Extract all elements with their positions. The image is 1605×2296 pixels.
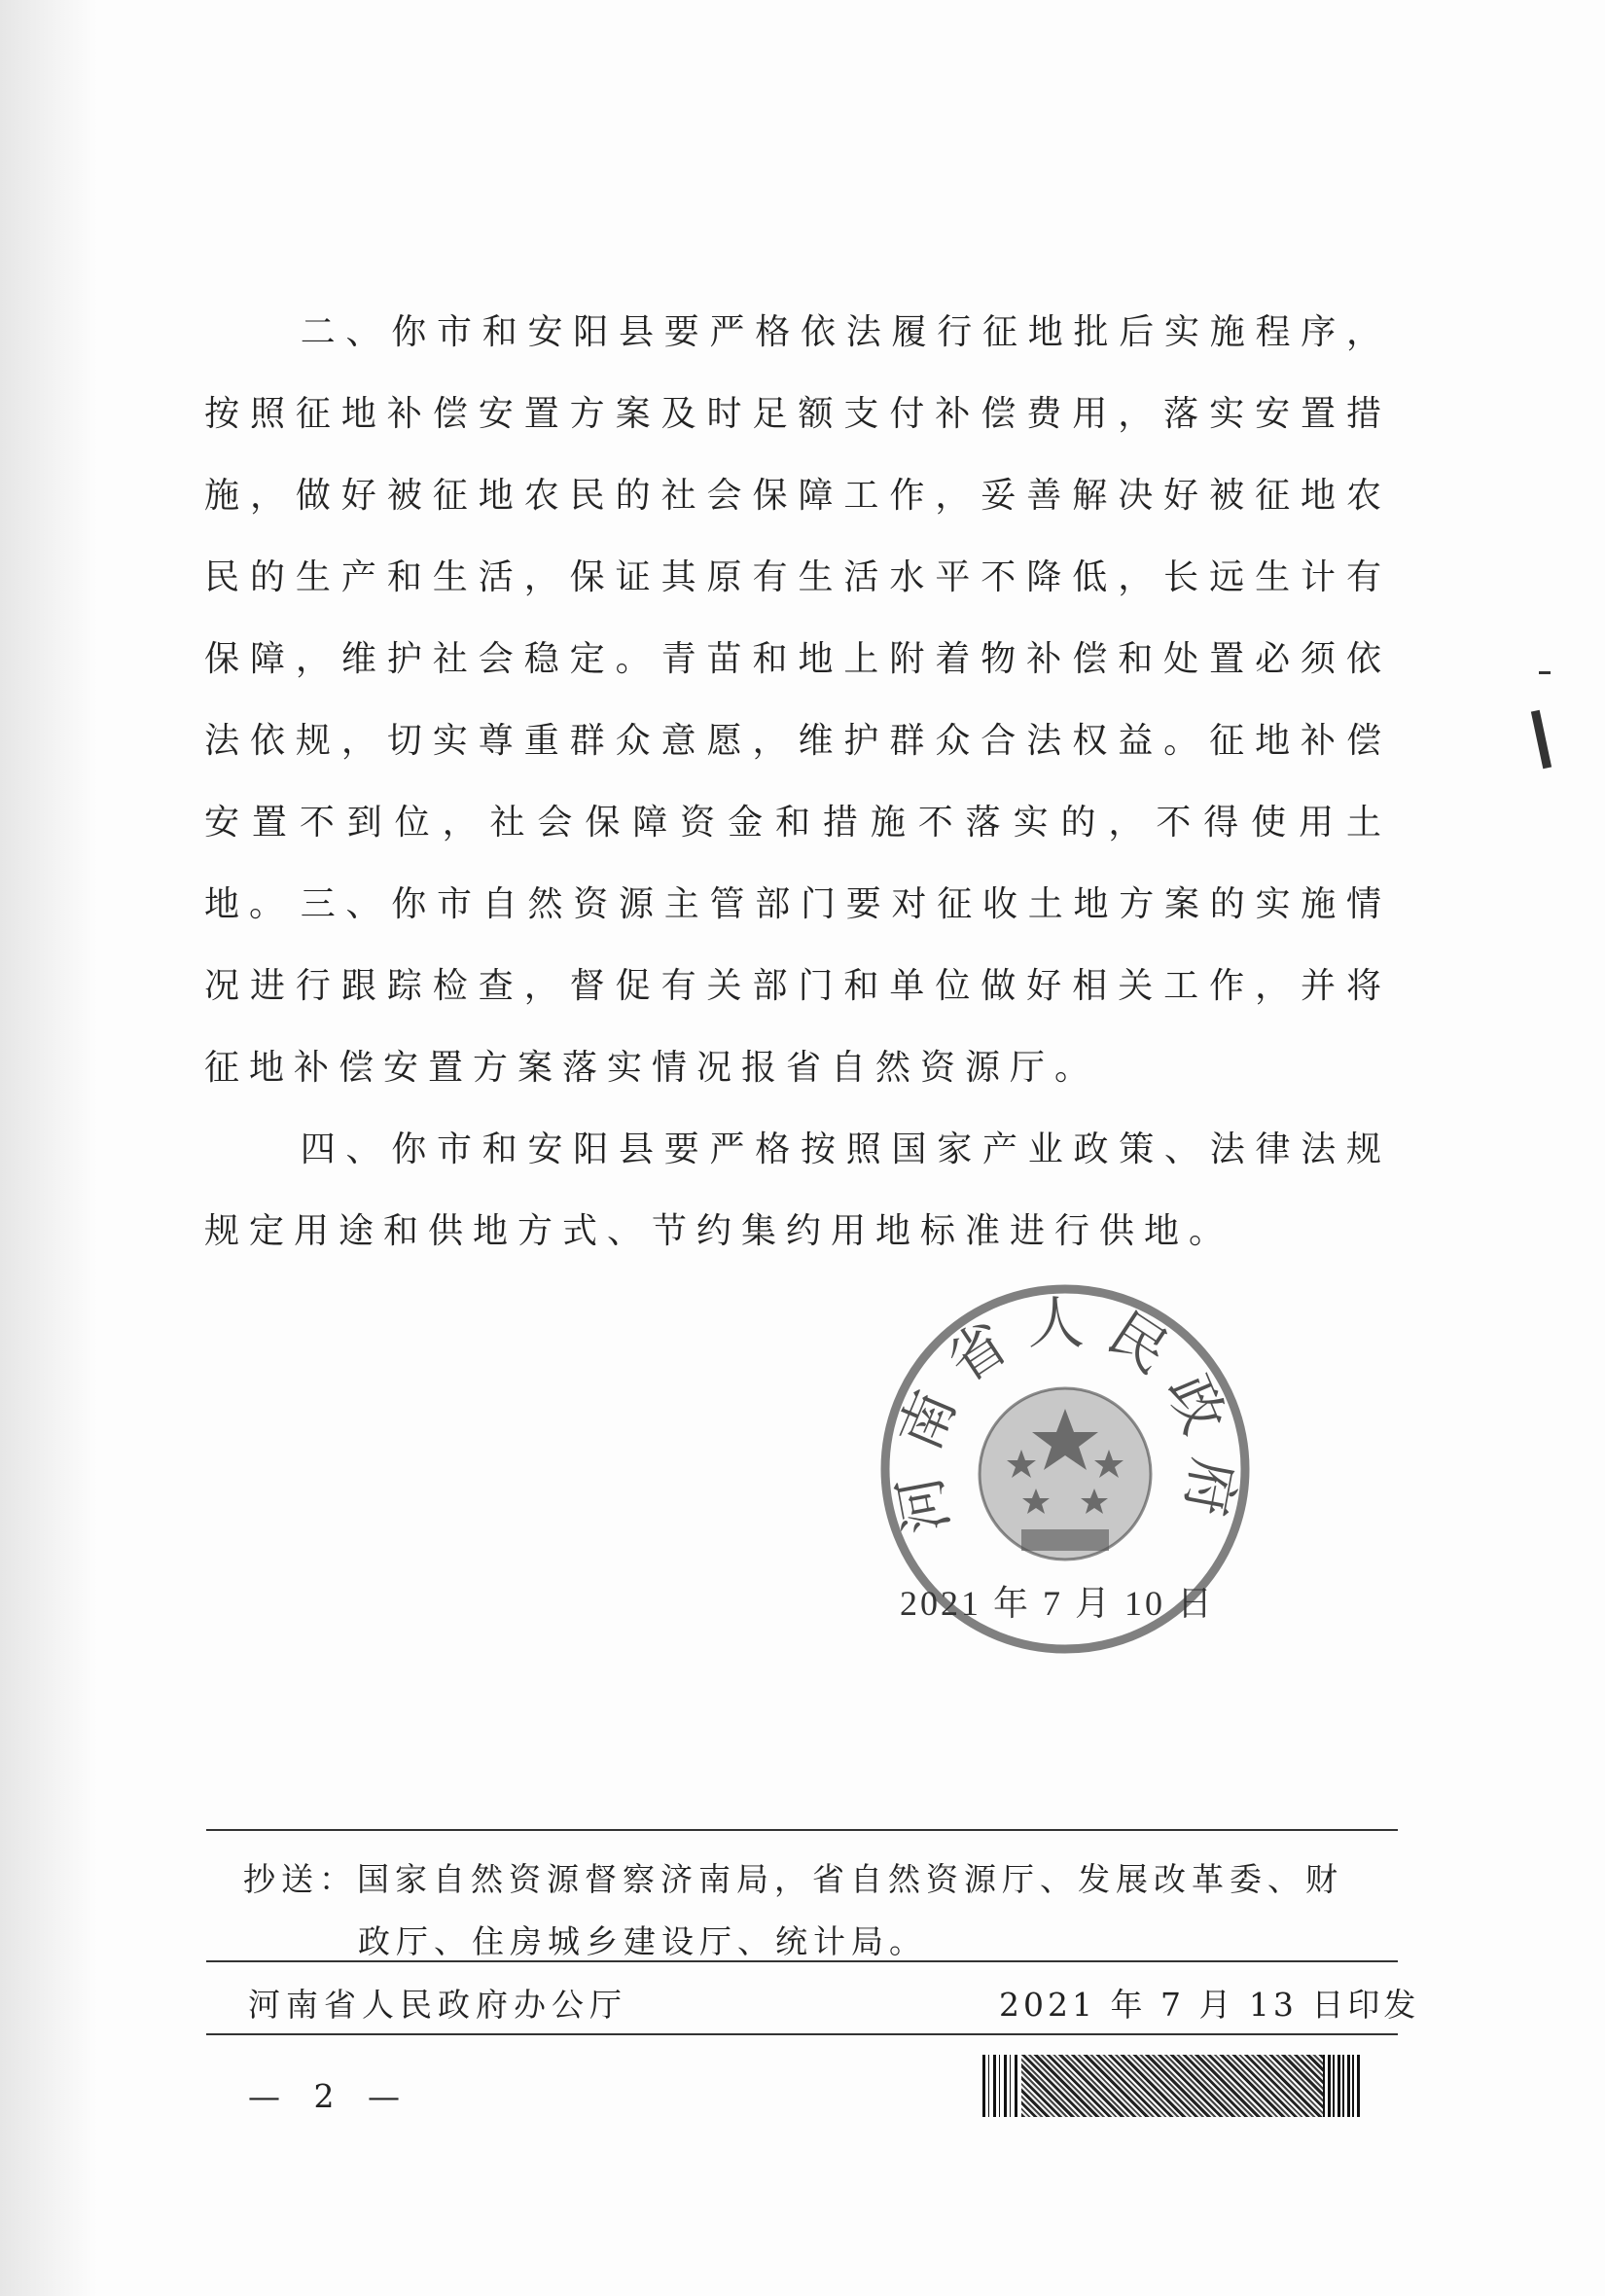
cc-line-2: 政厅、住房城乡建设厅、统计局。: [358, 1922, 927, 1960]
page-number: — 2 —: [248, 2077, 411, 2115]
footer-rule-top: [206, 1829, 1398, 1831]
issuing-office: 河南省人民政府办公厅: [248, 1986, 627, 2024]
carbon-copy: [243, 1848, 1381, 1973]
footer-rule-bottom: [206, 2033, 1398, 2035]
paragraph-4: 四、你市和安阳县要严格按照国家产业政策、法律法规规定用途和供地方式、节约集约用地标准进行供地。: [204, 1130, 1391, 1251]
paragraph-3: 三、你市自然资源主管部门要对征收土地方案的实施情况进行跟踪检查，督促有关部门和单位做好相关工作，并将征地补偿安置方案落实情况报省自然资源厅。: [204, 884, 1391, 1088]
footer-rule-middle: [206, 1960, 1398, 1962]
paragraph-2: 二、你市和安阳县要严格依法履行征地批后实施程序，按照征地补偿安置方案及时足额支付补偿费用，落实安置措施，做好被征地农民的社会保障工作，妥善解决好被征地农民的生产和生活，保证其原有生活水平不降低，长远生计有保障，维护社会稳定。青苗和地上附着物补偿和处置必须依法依规，切实尊重群众意愿，维护群众合法权益。征地补偿安置不到位，社会保障资金和措施不落实的，不得使用土地。: [204, 312, 1391, 924]
cc-line-1: 抄送：国家自然资源督察济南局，省自然资源厅、发展改革委、财: [243, 1860, 1343, 1898]
scan-page-edge: [0, 0, 97, 2296]
seal-text: 河南省人民政府: [882, 1290, 1248, 1539]
scan-mark: [1539, 671, 1551, 674]
signature-date: 2021 年 7 月 10 日: [900, 1584, 1216, 1623]
print-date: 2021 年 7 月 13 日印发: [999, 1986, 1420, 2024]
scan-mark: [1531, 710, 1552, 770]
barcode-icon: [982, 2055, 1362, 2117]
